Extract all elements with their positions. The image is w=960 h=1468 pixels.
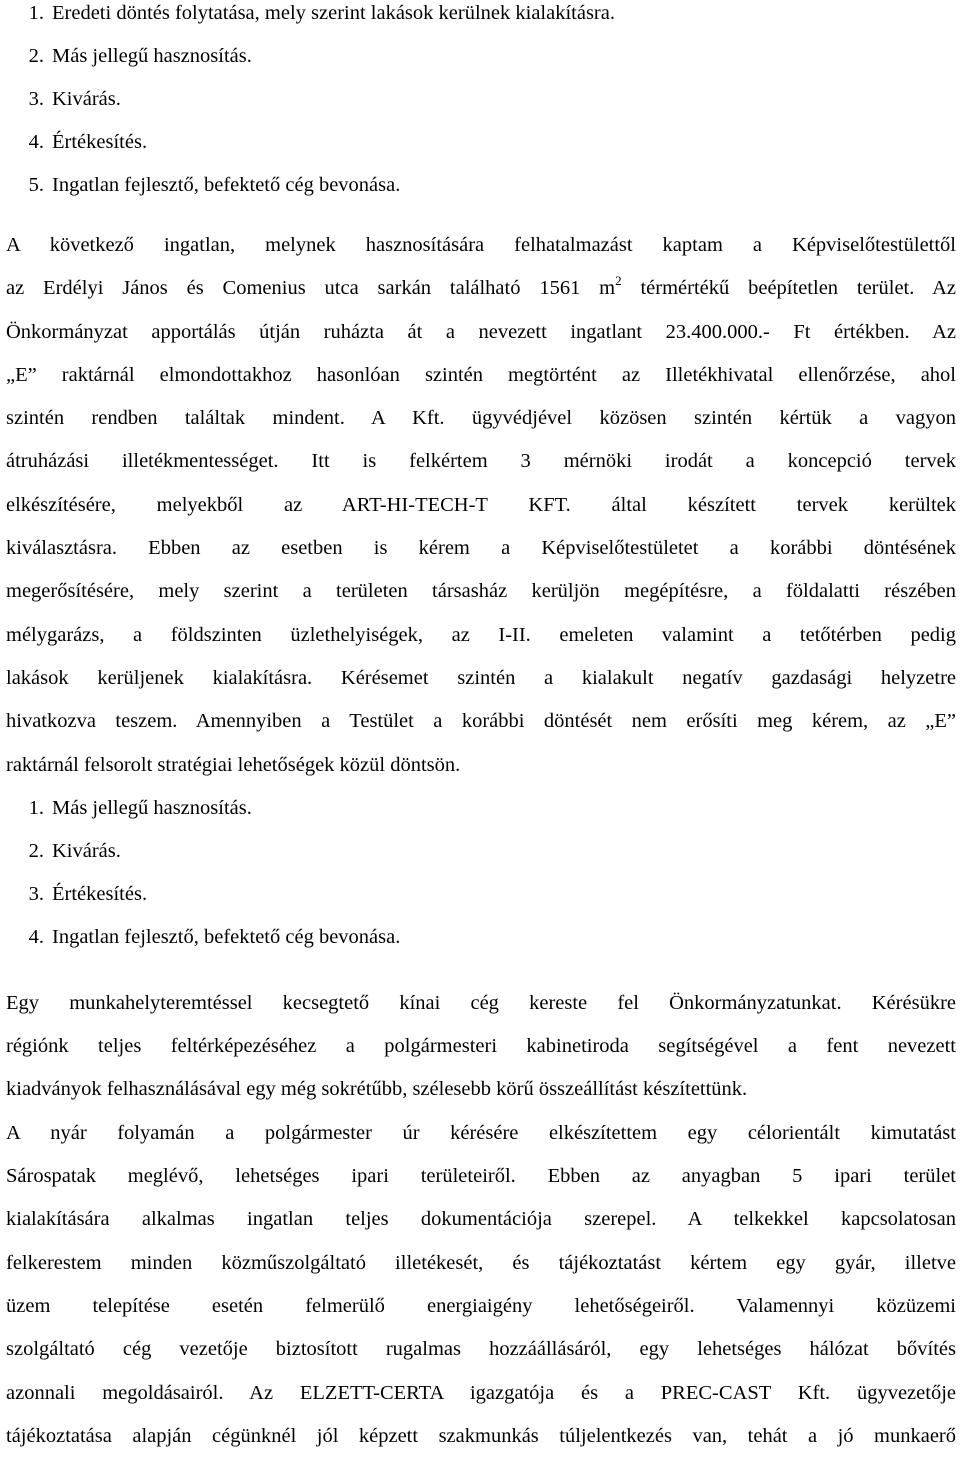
paragraph-line: Egy munkahelyteremtéssel kecsegtető kínai cég kereste fel Önkormányzatunkat. Kérésükre	[6, 991, 956, 1014]
list-item-text: Értékesítés.	[52, 131, 148, 153]
paragraph-line: azonnali megoldásairól. Az ELZETT-CERTA igazgatója és a PREC-CAST Kft. ügyvezetője	[6, 1381, 956, 1404]
text-run: térmértékű beépítetlen terület. Az	[621, 277, 956, 300]
list-item-text: Ingatlan fejlesztő, befektető cég bevonása.	[52, 925, 401, 948]
paragraph-property-comenius	[6, 224, 956, 787]
paragraph-line: szolgáltató cég vezetője biztosított rugalmas hozzáállásáról, egy lehetséges hálózat bővítés	[6, 1338, 956, 1361]
text-run: az Erdélyi János és Comenius utca sarkán található 1561 m	[6, 277, 616, 300]
paragraph-line: szintén rendben találtak mindent. A Kft. ügyvédjével közösen szintén kértük a vagyon	[6, 407, 956, 430]
paragraph-chinese-company	[6, 982, 956, 1112]
paragraph-line: átruházási illetékmentességet. Itt is felkértem 3 mérnöki irodát a koncepció tervek	[6, 450, 956, 473]
list-number: 4.	[28, 925, 44, 948]
list-item	[6, 787, 956, 830]
paragraph-line: lakások kerüljenek kialakításra. Kérésemet szintén a kialakult negatív gazdasági helyzetre	[6, 666, 956, 689]
list-item-text: Kivárás.	[52, 88, 121, 110]
paragraph-line: elkészítésére, melyekből az ART-HI-TECH-T KFT. által készített tervek kerültek	[6, 493, 956, 516]
superscript: 2	[615, 273, 622, 289]
strategy-list-top	[6, 0, 956, 207]
paragraph-line: üzem telepítése esetén felmerülő energiaigény lehetőségeiről. Valamennyi közüzemi	[6, 1294, 956, 1317]
list-item	[6, 830, 956, 873]
list-item-text: Értékesítés.	[52, 882, 148, 905]
list-item-text: Kivárás.	[52, 839, 121, 862]
list-item	[6, 164, 956, 207]
paragraph-line: mélygarázs, a földszinten üzlethelyiségek, az I-II. emeleten valamint a tetőtérben pedig	[6, 623, 956, 646]
list-number: 1.	[28, 2, 44, 24]
strategy-list-mid	[6, 787, 956, 959]
paragraph-line: hivatkozva teszem. Amennyiben a Testület a korábbi döntését nem erősíti meg kérem, az „E”	[6, 710, 956, 733]
list-number: 2.	[28, 839, 44, 862]
paragraph-line: A nyár folyamán a polgármester úr kérésére elkészítettem egy célorientált kimutatást	[6, 1121, 956, 1144]
paragraph-line: kiadványok felhasználásával egy még sokrétűbb, szélesebb körű összeállítást készítettünk.	[6, 1078, 748, 1101]
paragraph-line	[6, 267, 956, 310]
paragraph-line: régiónk teljes feltérképezéséhez a polgármesteri kabinetiroda segítségével a fent nevezett	[6, 1035, 956, 1058]
list-item	[6, 121, 956, 164]
paragraph-line: tájékoztatása alapján cégünknél jól képzett szakmunkás túljelentkezés van, tehát a jó munkaerő	[6, 1424, 956, 1447]
paragraph-line: kialakítására alkalmas ingatlan teljes dokumentációja szerepel. A telkekkel kapcsolatosan	[6, 1208, 956, 1231]
list-number: 1.	[28, 796, 44, 819]
list-number: 3.	[28, 882, 44, 905]
list-item	[6, 35, 956, 78]
paragraph-line: Önkormányzat apportálás útján ruházta át a nevezett ingatlant 23.400.000.- Ft értékben. Az	[6, 320, 956, 343]
paragraph-industrial-areas	[6, 1112, 956, 1458]
list-number: 3.	[28, 88, 44, 110]
list-item	[6, 0, 956, 35]
paragraph-line: felkerestem minden közműszolgáltató illetékesét, és tájékoztatást kértem egy gyár, illetve	[6, 1251, 956, 1274]
list-number: 4.	[28, 131, 44, 153]
paragraph-line: megerősítésére, mely szerint a területen társasház kerüljön megépítésre, a földalatti részében	[6, 580, 956, 603]
list-item-text: Ingatlan fejlesztő, befektető cég bevonása.	[52, 174, 401, 196]
paragraph-line: kiválasztásra. Ebben az esetben is kérem a Képviselőtestületet a korábbi döntésének	[6, 537, 956, 560]
list-item	[6, 78, 956, 121]
list-item	[6, 873, 956, 916]
list-item-text: Más jellegű hasznosítás.	[52, 45, 252, 67]
document-page	[6, 0, 956, 1458]
paragraph-line: raktárnál felsorolt stratégiai lehetőségek közül döntsön.	[6, 753, 461, 776]
list-number: 2.	[28, 45, 44, 67]
paragraph-line: A következő ingatlan, melynek hasznosítására felhatalmazást kaptam a Képviselőtestülettől	[6, 234, 956, 256]
paragraph-line: Sárospatak meglévő, lehetséges ipari területeiről. Ebben az anyagban 5 ipari terület	[6, 1165, 956, 1188]
list-item	[6, 916, 956, 959]
list-item-text: Más jellegű hasznosítás.	[52, 796, 252, 819]
paragraph-line: „E” raktárnál elmondottakhoz hasonlóan szintén megtörtént az Illetékhivatal ellenőrzése, ahol	[6, 363, 956, 386]
list-number: 5.	[28, 174, 44, 196]
list-item-text: Eredeti döntés folytatása, mely szerint lakások kerülnek kialakításra.	[52, 2, 615, 24]
